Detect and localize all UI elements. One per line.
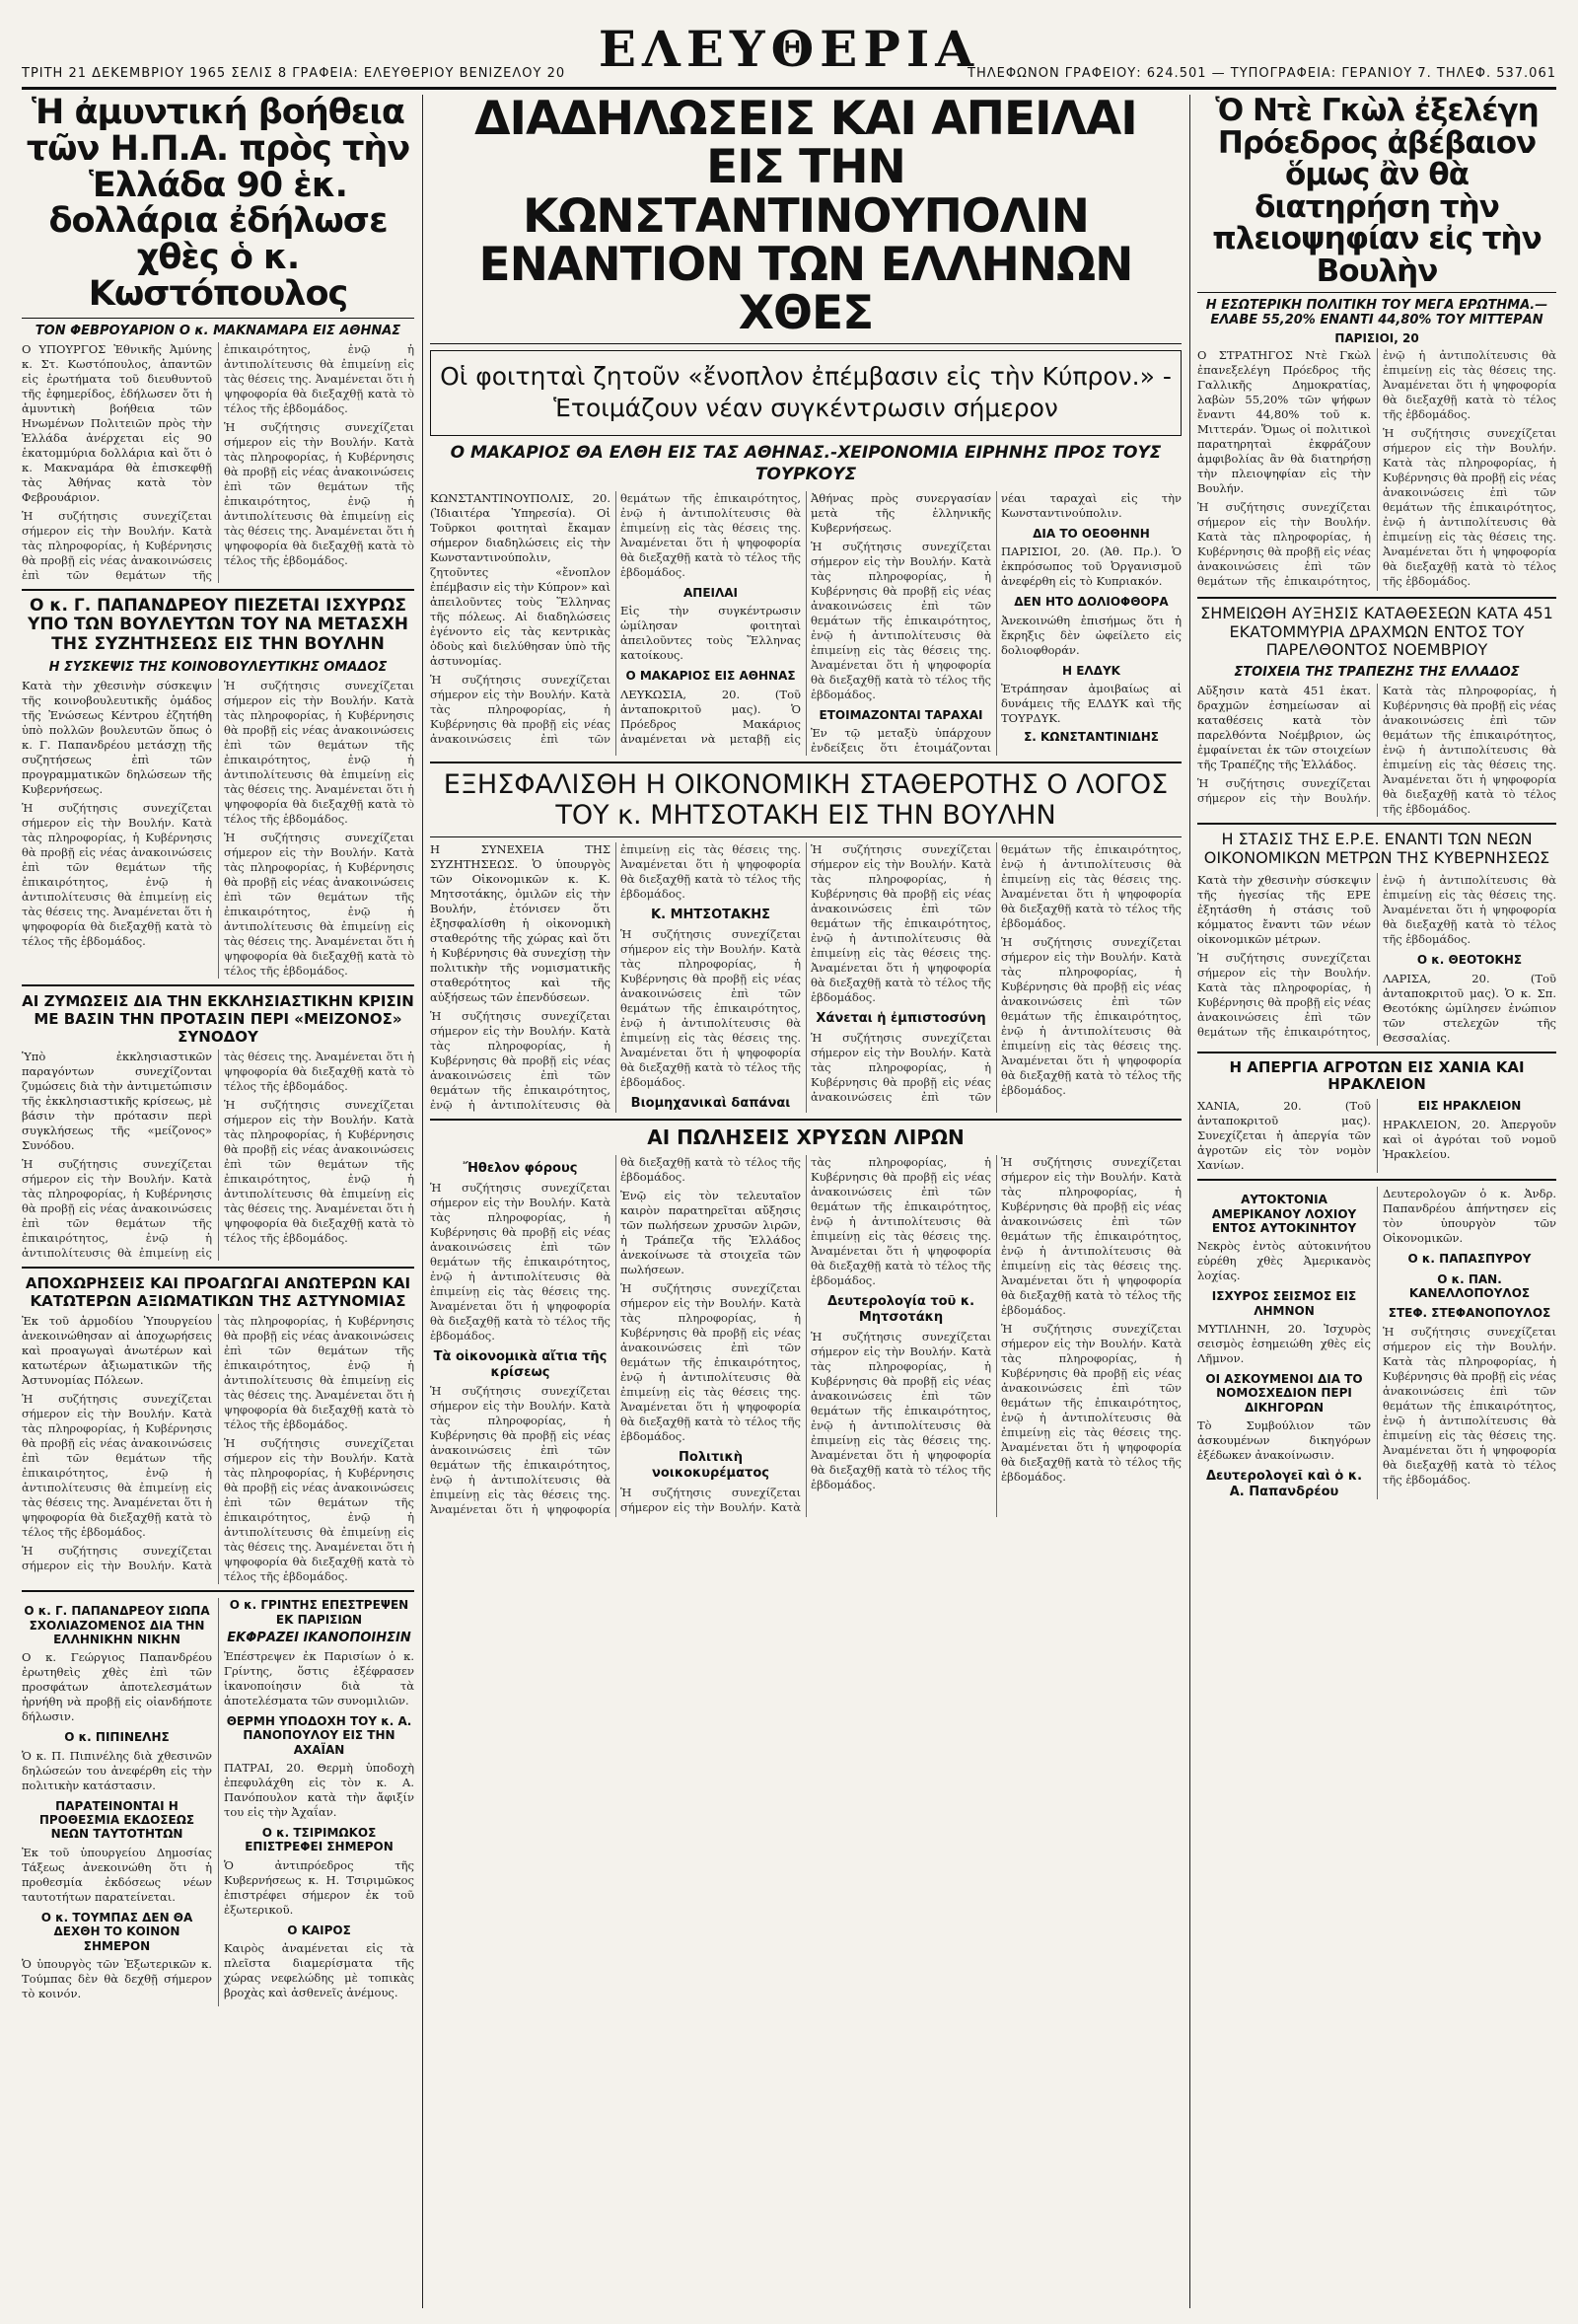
- story-body: [22, 1050, 414, 1261]
- story-body: [22, 1314, 414, 1584]
- story-headline: Δευτερολογεῖ καὶ ὁ κ. Α. Παπανδρέου: [1205, 1469, 1363, 1499]
- filler-text: Ἡ συζήτησις συνεχίζεται σήμερον εἰς τὴν Βουλήν. Κατὰ τὰς πληροφορίας, ἡ Κυβέρνησις θὰ προβῇ εἰς νέας ἀνακοινώσεις ἐπὶ τῶν θεμάτων τῆς ἐπικαιρότητος, ἐνῷ ἡ ἀντιπολίτευσις θὰ ἐπιμείνῃ εἰς τὰς θέσεις της. Ἀναμένεται ὅτι ἡ ψηφοφορία θὰ διεξαχθῇ κατὰ τὸ τέλος τῆς ἑβδομάδος.: [811, 842, 1182, 1104]
- story-headline: ΑΙ ΖΥΜΩΣΕΙΣ ΔΙΑ ΤΗΝ ΕΚΚΛΗΣΙΑΣΤΙΚΗΝ ΚΡΙΣΙΝ ΜΕ ΒΑΣΙΝ ΤΗΝ ΠΡΟΤΑΣΙΝ ΠΕΡΙ «ΜΕΙΖΟΝΟΣ» ΣΥΝΟΔΟΥ: [22, 992, 414, 1047]
- filler-text: Ἡ συζήτησις συνεχίζεται σήμερον εἰς τὴν Βουλήν. Κατὰ τὰς πληροφορίας, ἡ Κυβέρνησις θὰ προβῇ εἰς νέας ἀνακοινώσεις ἐπὶ τῶν θεμάτων τῆς ἐπικαιρότητος, ἐνῷ ἡ ἀντιπολίτευσις θὰ ἐπιμείνῃ εἰς τὰς θέσεις της. Ἀναμένεται ὅτι ἡ ψηφοφορία θὰ διεξαχθῇ κατὰ τὸ τέλος τῆς ἑβδομάδος.: [22, 1050, 414, 1261]
- brief-text: ΜΥΤΙΛΗΝΗ, 20. Ἰσχυρὸς σεισμὸς ἐσημειώθη χθὲς εἰς Λῆμνον.: [1197, 1322, 1371, 1366]
- story-body: [1197, 873, 1556, 1045]
- left-column: [22, 95, 414, 2308]
- divider: [1197, 1052, 1556, 1053]
- makarios-deck: Ο ΜΑΚΑΡΙΟΣ ΘΑ ΕΛΘΗ ΕΙΣ ΤΑΣ ΑΘΗΝΑΣ.-ΧΕΙΡΟΝΟΜΙΑ ΕΙΡΗΝΗΣ ΠΡΟΣ ΤΟΥΣ ΤΟΥΡΚΟΥΣ: [450, 442, 1162, 484]
- filler-text: Ἡ συζήτησις συνεχίζεται σήμερον εἰς τὴν Βουλήν. Κατὰ τὰς πληροφορίας, ἡ Κυβέρνησις θὰ προβῇ εἰς νέας ἀνακοινώσεις ἐπὶ τῶν θεμάτων τῆς ἐπικαιρότητος, ἐνῷ ἡ ἀντιπολίτευσις θὰ ἐπιμείνῃ εἰς τὰς θέσεις της. Ἀναμένεται ὅτι ἡ ψηφοφορία θὰ διεξαχθῇ κατὰ τὸ τέλος τῆς ἑβδομάδος.: [620, 1155, 991, 1514]
- story-text: Εἰς τὴν συγκέντρωσιν ὡμίλησαν φοιτηταὶ ἀπειλοῦντες τοὺς Ἕλληνας κατοίκους.: [620, 604, 801, 663]
- subhead: ΔΕΝ ΗΤΟ ΔΟΛΙΟΦΘΟΡΑ: [1014, 595, 1169, 610]
- lead-kicker: Η ΕΣΩΤΕΡΙΚΗ ΠΟΛΙΤΙΚΗ ΤΟΥ ΜΕΓΑ ΕΡΩΤΗΜΑ.—ΕΛΑΒΕ 55,20% ΕΝΑΝΤΙ 44,80% ΤΟΥ ΜΙΤΤΕΡΑΝ: [1205, 298, 1548, 328]
- filler-text: Ἡ συζήτησις συνεχίζεται σήμερον εἰς τὴν Βουλήν. Κατὰ τὰς πληροφορίας, ἡ Κυβέρνησις θὰ προβῇ εἰς νέας ἀνακοινώσεις ἐπὶ τῶν θεμάτων τῆς ἐπικαιρότητος, ἐνῷ ἡ ἀντιπολίτευσις θὰ ἐπιμείνῃ εἰς τὰς θέσεις της. Ἀναμένεται ὅτι ἡ ψηφοφορία θὰ διεξαχθῇ κατὰ τὸ τέλος τῆς ἑβδομάδος.: [1197, 348, 1556, 589]
- story-text: Ἀνεκοινώθη ἐπισήμως ὅτι ἡ ἔκρηξις δὲν ὠφείλετο εἰς δολιοφθοράν.: [1001, 613, 1182, 657]
- subhead: Ο κ. ΠΑΝ. ΚΑΝΕΛΛΟΠΟΥΛΟΣ: [1408, 1271, 1531, 1300]
- story-headline: Ο κ. Γ. ΠΑΠΑΝΔΡΕΟΥ ΠΙΕΖΕΤΑΙ ΙΣΧΥΡΩΣ ΥΠΟ ΤΩΝ ΒΟΥΛΕΥΤΩΝ ΤΟΥ ΝΑ ΜΕΤΑΣΧΗ ΤΗΣ ΣΥΖΗΤΗΣΕΩΣ ΕΙΣ ΤΗΝ ΒΟΥΛΗΝ: [28, 595, 408, 654]
- date-line: ΤΡΙΤΗ 21 ΔΕΚΕΜΒΡΙΟΥ 1965 ΣΕΛΙΣ 8 ΓΡΑΦΕΙΑ: ΕΛΕΥΘΕΡΙΟΥ ΒΕΝΙΖΕΛΟΥ 20: [22, 66, 566, 81]
- brief-text: Καιρὸς ἀναμένεται εἰς τὰ πλεῖστα διαμερίσματα τῆς χώρας νεφελώδης μὲ τοπικὰς βροχὰς καὶ ἀσθενεῖς ἀνέμους.: [224, 1941, 414, 2000]
- filler-text: Ἡ συζήτησις συνεχίζεται σήμερον εἰς τὴν Βουλήν. Κατὰ τὰς πληροφορίας, ἡ Κυβέρνησις θὰ προβῇ εἰς νέας ἀνακοινώσεις ἐπὶ τῶν θεμάτων τῆς ἐπικαιρότητος, ἐνῷ ἡ ἀντιπολίτευσις θὰ ἐπιμείνῃ εἰς τὰς θέσεις της. Ἀναμένεται ὅτι ἡ ψηφοφορία θὰ διεξαχθῇ κατὰ τὸ τέλος τῆς ἑβδομάδος.: [1197, 684, 1556, 817]
- story-text: Ἐν τῷ μεταξὺ ὑπάρχουν ἐνδείξεις ὅτι ἑτοιμάζονται νέαι ταραχαὶ εἰς τὴν Κωνσταντινούπολιν.: [811, 490, 1182, 756]
- brief-title: Ο κ. ΠΙΠΙΝΕΛΗΣ: [64, 1730, 170, 1745]
- subhead: ΔΙΑ ΤΟ ΟΕΟΘΗΝΗ: [1033, 526, 1150, 541]
- filler-text: Ἡ συζήτησις συνεχίζεται σήμερον εἰς τὴν Βουλήν. Κατὰ τὰς πληροφορίας, ἡ Κυβέρνησις θὰ προβῇ εἰς νέας ἀνακοινώσεις ἐπὶ τῶν θεμάτων τῆς ἐπικαιρότητος, ἐνῷ ἡ ἀντιπολίτευσις θὰ ἐπιμείνῃ εἰς τὰς θέσεις της. Ἀναμένεται ὅτι ἡ ψηφοφορία θὰ διεξαχθῇ κατὰ τὸ τέλος τῆς ἑβδομάδος.: [22, 801, 212, 949]
- story-headline: Η ΑΠΕΡΓΙΑ ΑΓΡΟΤΩΝ ΕΙΣ ΧΑΝΙΑ ΚΑΙ ΗΡΑΚΛΕΙΟΝ: [1229, 1057, 1525, 1093]
- filler-text: Ἡ συζήτησις συνεχίζεται σήμερον εἰς τὴν Βουλήν. Κατὰ τὰς πληροφορίας, ἡ Κυβέρνησις θὰ προβῇ εἰς νέας ἀνακοινώσεις ἐπὶ τῶν θεμάτων τῆς ἐπικαιρότητος, ἐνῷ ἡ ἀντιπολίτευσις θὰ ἐπιμείνῃ εἰς τὰς θέσεις της. Ἀναμένεται ὅτι ἡ ψηφοφορία θὰ διεξαχθῇ κατὰ τὸ τέλος τῆς ἑβδομάδος.: [430, 1180, 610, 1343]
- story-kicker: ΣΤΟΙΧΕΙΑ ΤΗΣ ΤΡΑΠΕΖΗΣ ΤΗΣ ΕΛΛΑΔΟΣ: [1234, 665, 1520, 681]
- filler-text: Ἡ συζήτησις συνεχίζεται σήμερον εἰς τὴν Βουλήν. Κατὰ τὰς πληροφορίας, ἡ Κυβέρνησις θὰ προβῇ εἰς νέας ἀνακοινώσεις ἐπὶ τῶν θεμάτων τῆς ἐπικαιρότητος, ἐνῷ ἡ ἀντιπολίτευσις θὰ ἐπιμείνῃ εἰς τὰς θέσεις της. Ἀναμένεται ὅτι ἡ ψηφοφορία θὰ διεξαχθῇ κατὰ τὸ τέλος τῆς ἑβδομάδος.: [430, 842, 801, 1113]
- subhead: Δευτερολογία τοῦ κ. Μητσοτάκη: [826, 1294, 975, 1325]
- story-text: ΠΑΡΙΣΙΟΙ, 20. (Ἀθ. Πρ.). Ὁ ἐκπρόσωπος τοῦ Ὀργανισμοῦ ἀνεφέρθη εἰς τὸ Κυπριακόν.: [1001, 545, 1182, 589]
- subhead: Ο κ. ΠΑΠΑΣΠΥΡΟΥ: [1407, 1252, 1532, 1267]
- brief-title: ΟΙ ΑΣΚΟΥΜΕΝΟΙ ΔΙΑ ΤΟ ΝΟΜΟΣΧΕΔΙΟΝ ΠΕΡΙ ΔΙΚΗΓΟΡΩΝ: [1205, 1372, 1363, 1415]
- boxed-briefs: [1197, 1187, 1556, 1499]
- filler-text: Ἡ συζήτησις συνεχίζεται σήμερον εἰς τὴν Βουλήν. Κατὰ τὰς πληροφορίας, ἡ Κυβέρνησις θὰ προβῇ εἰς νέας ἀνακοινώσεις ἐπὶ τῶν θεμάτων τῆς ἐπικαιρότητος, ἐνῷ ἡ ἀντιπολίτευσις θὰ ἐπιμείνῃ εἰς τὰς θέσεις της. Ἀναμένεται ὅτι ἡ ψηφοφορία θὰ διεξαχθῇ κατὰ τὸ τέλος τῆς ἑβδομάδος.: [224, 1098, 414, 1246]
- filler-text: Ἡ συζήτησις συνεχίζεται σήμερον εἰς τὴν Βουλήν. Κατὰ τὰς πληροφορίας, ἡ Κυβέρνησις θὰ προβῇ εἰς νέας ἀνακοινώσεις ἐπὶ τῶν θεμάτων τῆς ἐπικαιρότητος, ἐνῷ ἡ ἀντιπολίτευσις θὰ ἐπιμείνῃ εἰς τὰς θέσεις της. Ἀναμένεται ὅτι ἡ ψηφοφορία θὰ διεξαχθῇ κατὰ τὸ τέλος τῆς ἑβδομάδος.: [620, 1281, 801, 1444]
- subhead: Κ. ΜΗΤΣΟΤΑΚΗΣ: [651, 908, 770, 923]
- brief-title: Ο κ. ΓΡΙΝΤΗΣ ΕΠΕΣΤΡΕΨΕΝ ΕΚ ΠΑΡΙΣΙΩΝ: [229, 1598, 409, 1627]
- divider: [1197, 1179, 1556, 1181]
- byline: Σ. ΚΩΝΣΤΑΝΤΙΝΙΔΗΣ: [1024, 730, 1159, 745]
- main-deck-box: [430, 350, 1182, 436]
- subhead: Η ΕΛΔΥΚ: [1062, 663, 1120, 678]
- newspaper-title: ΕΛΕΥΘΕΡΙΑ: [598, 20, 980, 78]
- filler-text: Ἡ συζήτησις συνεχίζεται σήμερον εἰς τὴν Βουλήν. Κατὰ τὰς πληροφορίας, ἡ Κυβέρνησις θὰ προβῇ εἰς νέας ἀνακοινώσεις ἐπὶ τῶν θεμάτων τῆς ἐπικαιρότητος, ἐνῷ ἡ ἀντιπολίτευσις θὰ ἐπιμείνῃ εἰς τὰς θέσεις της. Ἀναμένεται ὅτι ἡ ψηφοφορία θὰ διεξαχθῇ κατὰ τὸ τέλος τῆς ἑβδομάδος.: [22, 1314, 414, 1573]
- lead-body: [1197, 348, 1556, 591]
- subhead: ΕΙΣ ΗΡΑΚΛΕΙΟΝ: [1417, 1099, 1522, 1114]
- divider: [22, 1267, 414, 1269]
- brief-text: ΠΑΤΡΑΙ, 20. Θερμὴ ὑποδοχὴ ἐπεφυλάχθη εἰς τὸν κ. Α. Πανόπουλον κατὰ τὴν ἄφιξίν του εἰς τὴν Ἀχαΐαν.: [224, 1761, 414, 1820]
- filler-text: Ἡ συζήτησις συνεχίζεται σήμερον εἰς τὴν Βουλήν. Κατὰ τὰς πληροφορίας, ἡ Κυβέρνησις θὰ προβῇ εἰς νέας ἀνακοινώσεις ἐπὶ τῶν θεμάτων τῆς ἐπικαιρότητος, ἐνῷ ἡ ἀντιπολίτευσις θὰ ἐπιμείνῃ εἰς τὰς θέσεις της. Ἀναμένεται ὅτι ἡ ψηφοφορία θὰ διεξαχθῇ κατὰ τὸ τέλος τῆς ἑβδομάδος.: [1001, 1322, 1182, 1485]
- story-headline: ΑΠΟΧΩΡΗΣΕΙΣ ΚΑΙ ΠΡΟΑΓΩΓΑΙ ΑΝΩΤΕΡΩΝ ΚΑΙ ΚΑΤΩΤΕΡΩΝ ΑΞΙΩΜΑΤΙΚΩΝ ΤΗΣ ΑΣΤΥΝΟΜΙΑΣ: [25, 1274, 411, 1311]
- econ-headline: ΕΞΗΣΦΑΛΙΣΘΗ Η ΟΙΚΟΝΟΜΙΚΗ ΣΤΑΘΕΡΟΤΗΣ Ο ΛΟΓΟΣ ΤΟΥ κ. ΜΗΤΣΟΤΑΚΗ ΕΙΣ ΤΗΝ ΒΟΥΛΗΝ: [443, 769, 1169, 832]
- column-divider: [1189, 95, 1190, 2308]
- story-kicker: Η ΣΥΣΚΕΨΙΣ ΤΗΣ ΚΟΙΝΟΒΟΥΛΕΥΤΙΚΗΣ ΟΜΑΔΟΣ: [48, 660, 388, 676]
- story-text: Η ΣΥΝΕΧΕΙΑ ΤΗΣ ΣΥΖΗΤΗΣΕΩΣ. Ὁ ὑπουργὸς τῶν Οἰκονομικῶν κ. Κ. Μητσοτάκης, ὁμιλῶν εἰς τὴν Βουλήν, ἐτόνισεν ὅτι ἐξησφαλίσθη ἡ οἰκονομικὴ σταθερότης τῆς χώρας καὶ ὅτι ἡ Κυβέρνησις θὰ συνεχίσῃ τὴν πολιτικὴν τῆς νομισματικῆς σταθερότητος καὶ τῆς αὐξήσεως τῶν ἐπενδύσεων.: [430, 842, 610, 1005]
- briefs: [22, 1598, 414, 2006]
- subhead: Ἤθελον φόρους: [463, 1161, 578, 1177]
- subhead: Πολιτικὴ νοικοκυρέματος: [651, 1450, 769, 1481]
- divider: [430, 1119, 1182, 1121]
- main-headline: ΔΙΑΔΗΛΩΣΕΙΣ ΚΑΙ ΑΠΕΙΛΑΙ ΕΙΣ ΤΗΝ ΚΩΝΣΤΑΝΤΙΝΟΥΠΟΛΙΝ ΕΝΑΝΤΙΟΝ ΤΩΝ ΕΛΛΗΝΩΝ ΧΘΕΣ: [474, 95, 1137, 341]
- subhead: Ο κ. ΘΕΟΤΟΚΗΣ: [1416, 953, 1523, 968]
- main-deck: Οἱ φοιτηταὶ ζητοῦν «ἔνοπλον ἐπέμβασιν εἰς τὴν Κύπρον.» - Ἑτοιμάζουν νέαν συγκέντρωσιν σήμερον: [440, 361, 1172, 423]
- filler-text: Ἡ συζήτησις συνεχίζεται σήμερον εἰς τὴν Βουλήν. Κατὰ τὰς πληροφορίας, ἡ Κυβέρνησις θὰ προβῇ εἰς νέας ἀνακοινώσεις ἐπὶ τῶν θεμάτων τῆς ἐπικαιρότητος, ἐνῷ ἡ ἀντιπολίτευσις θὰ ἐπιμείνῃ εἰς τὰς θέσεις της. Ἀναμένεται ὅτι ἡ ψηφοφορία θὰ διεξαχθῇ κατὰ τὸ τέλος τῆς ἑβδομάδος.: [1001, 1155, 1182, 1318]
- econ-story-body: [430, 842, 1182, 1113]
- brief-text: Ἐπέστρεψεν ἐκ Παρισίων ὁ κ. Γρίντης, ὅστις ἐξέφρασεν ἱκανοποίησιν διὰ τὰ ἀποτελέσματα τῶν συνομιλιῶν.: [224, 1648, 414, 1707]
- column-divider: [422, 95, 423, 2308]
- divider: [22, 318, 414, 319]
- filler-text: Ἡ συζήτησις συνεχίζεται σήμερον εἰς τὴν Βουλήν. Κατὰ τὰς πληροφορίας, ἡ Κυβέρνησις θὰ προβῇ εἰς νέας ἀνακοινώσεις ἐπὶ τῶν θεμάτων τῆς ἐπικαιρότητος, ἐνῷ ἡ ἀντιπολίτευσις θὰ ἐπιμείνῃ εἰς τὰς θέσεις της. Ἀναμένεται ὅτι ἡ ψηφοφορία θὰ διεξαχθῇ κατὰ τὸ τέλος τῆς ἑβδομάδος.: [1383, 426, 1556, 589]
- story-headline: ΣΗΜΕΙΩΘΗ ΑΥΞΗΣΙΣ ΚΑΤΑΘΕΣΕΩΝ ΚΑΤΑ 451 ΕΚΑΤΟΜΜΥΡΙΑ ΔΡΑΧΜΩΝ ΕΝΤΟΣ ΤΟΥ ΠΑΡΕΛΘΟΝΤΟΣ ΝΟΕΜΒΡΙΟΥ: [1200, 604, 1553, 660]
- subhead: Ο ΜΑΚΑΡΙΟΣ ΕΙΣ ΑΘΗΝΑΣ: [625, 669, 796, 684]
- brief-title: Ο κ. ΤΟΥΜΠΑΣ ΔΕΝ ΘΑ ΔΕΧΘΗ ΤΟ ΚΟΙΝΟΝ ΣΗΜΕΡΟΝ: [40, 1910, 193, 1953]
- divider: [22, 984, 414, 986]
- lead-headline: Ὁ Ντὲ Γκὼλ ἐξελέγη Πρόεδρος ἀβέβαιον ὅμως ἂν θὰ διατηρήση τὴν πλειοψηφίαν εἰς τὴν Βουλὴν: [1212, 95, 1542, 289]
- lead-headline: Ἡ ἀμυντική βοήθεια τῶν Η.Π.Α. πρὸς τὴν Ἑλλάδα 90 ἑκ. δολλάρια ἐδήλωσε χθὲς ὁ κ. Κωστόπουλος: [26, 95, 410, 314]
- filler-text: Ἡ συζήτησις συνεχίζεται σήμερον εἰς τὴν Βουλήν. Κατὰ τὰς πληροφορίας, ἡ Κυβέρνησις θὰ προβῇ εἰς νέας ἀνακοινώσεις ἐπὶ τῶν θεμάτων τῆς ἐπικαιρότητος, ἐνῷ ἡ ἀντιπολίτευσις θὰ ἐπιμείνῃ εἰς τὰς θέσεις της. Ἀναμένεται ὅτι ἡ ψηφοφορία θὰ διεξαχθῇ κατὰ τὸ τέλος τῆς ἑβδομάδος.: [224, 419, 414, 567]
- center-column: [430, 95, 1182, 2308]
- story-text: ΚΩΝΣΤΑΝΤΙΝΟΥΠΟΛΙΣ, 20. (Ἰδιαιτέρα Ὑπηρεσία). Οἱ Τοῦρκοι φοιτηταὶ ἔκαμαν σήμερον διαδηλώσεις εἰς τὴν Κωνσταντινούπολιν, ζητοῦντες «ἔνοπλον ἐπέμβασιν εἰς τὴν Κύπρον» καὶ ἀπειλοῦντες τοὺς Ἕλληνας τῆς πόλεως. Αἱ διαδηλώσεις ἐγένοντο εἰς τὰς κεντρικὰς ὁδοὺς καὶ διελύθησαν ὑπὸ τῆς ἀστυνομίας.: [430, 490, 611, 668]
- filler-text: Ἡ συζήτησις συνεχίζεται σήμερον εἰς τὴν Βουλήν. Κατὰ τὰς πληροφορίας, ἡ Κυβέρνησις θὰ προβῇ εἰς νέας ἀνακοινώσεις ἐπὶ τῶν θεμάτων τῆς ἐπικαιρότητος, ἐνῷ ἡ ἀντιπολίτευσις θὰ ἐπιμείνῃ εἰς τὰς θέσεις της. Ἀναμένεται ὅτι ἡ ψηφοφορία θὰ διεξαχθῇ κατὰ τὸ τέλος τῆς ἑβδομάδος.: [811, 842, 991, 1005]
- story-text: Ἐνῷ εἰς τὸν τελευταῖον καιρὸν παρατηρεῖται αὔξησις τῶν πωλήσεων χρυσῶν λιρῶν, ἡ Τράπεζα τῆς Ἑλλάδος ἀνεκοίνωσε τὰ στοιχεῖα τῶν πωλήσεων.: [620, 1189, 801, 1277]
- phone-line: ΤΗΛΕΦΩΝΟΝ ΓΡΑΦΕΙΟΥ: 624.501 — ΤΥΠΟΓΡΑΦΕΙΑ: ΓΕΡΑΝΙΟΥ 7. ΤΗΛΕΦ. 537.061: [968, 66, 1556, 81]
- story-text: ΗΡΑΚΛΕΙΟΝ, 20. Ἀπεργοῦν καὶ οἱ ἀγρόται τοῦ νομοῦ Ἡρακλείου.: [1383, 1117, 1556, 1161]
- filler-text: Ἡ συζήτησις συνεχίζεται σήμερον εἰς τὴν Βουλήν. Κατὰ τὰς πληροφορίας, ἡ Κυβέρνησις θὰ προβῇ εἰς νέας ἀνακοινώσεις ἐπὶ τῶν θεμάτων τῆς ἐπικαιρότητος, ἐνῷ ἡ ἀντιπολίτευσις θὰ ἐπιμείνῃ εἰς τὰς θέσεις της. Ἀναμένεται ὅτι ἡ ψηφοφορία θὰ διεξαχθῇ κατὰ τὸ τέλος τῆς ἑβδομάδος.: [22, 341, 414, 582]
- page-grid: [22, 95, 1556, 2308]
- brief-text: Ὁ κ. Π. Πιπινέλης διὰ χθεσινῶν δηλώσεών του ἀνεφέρθη εἰς τὴν πολιτικὴν κατάστασιν.: [22, 1748, 212, 1792]
- divider: [1197, 823, 1556, 825]
- story-text: Ἐτράπησαν ἀμοιβαίως αἱ δυνάμεις τῆς ΕΛΔΥΚ καὶ τῆς ΤΟΥΡΔΥΚ.: [1001, 682, 1182, 726]
- subhead: Βιομηχανικαὶ δαπάναι: [630, 1095, 791, 1111]
- brief-text: Ὁ ὑπουργὸς τῶν Ἐξωτερικῶν κ. Τούμπας δὲν θὰ δεχθῇ σήμερον τὸ κοινόν.: [22, 1957, 212, 2001]
- story-text: Δευτερολογῶν ὁ κ. Ἀνδρ. Παπανδρέου ἀπήντησεν εἰς τὸν ὑπουργὸν τῶν Οἰκονομικῶν.: [1383, 1187, 1556, 1246]
- subhead: ΑΠΕΙΛΑΙ: [682, 585, 739, 600]
- story-body: [22, 679, 414, 979]
- masthead: [22, 18, 1556, 90]
- brief-text: Τὸ Συμβούλιον τῶν ἀσκουμένων δικηγόρων ἐξέδωκεν ἀνακοίνωσιν.: [1197, 1418, 1371, 1463]
- filler-text: Ἡ συζήτησις συνεχίζεται σήμερον εἰς τὴν Βουλήν. Κατὰ τὰς πληροφορίας, ἡ Κυβέρνησις θὰ προβῇ εἰς νέας ἀνακοινώσεις ἐπὶ τῶν θεμάτων τῆς ἐπικαιρότητος, ἐνῷ ἡ ἀντιπολίτευσις θὰ ἐπιμείνῃ εἰς τὰς θέσεις της. Ἀναμένεται ὅτι ἡ ψηφοφορία θὰ διεξαχθῇ κατὰ τὸ τέλος τῆς ἑβδομάδος.: [620, 926, 801, 1089]
- story-body: [1197, 684, 1556, 817]
- right-column: [1197, 95, 1556, 2308]
- lead-text: Ο ΥΠΟΥΡΓΟΣ Ἐθνικῆς Ἀμύνης κ. Στ. Κωστόπουλος, ἀπαντῶν εἰς ἐρωτήματα τοῦ διευθυντοῦ τῆς ἐφημερίδος, ἐδήλωσεν ὅτι ἡ ἀμυντικὴ βοήθεια τῶν Ηνωμένων Πολιτειῶν πρὸς τὴν Ἑλλάδα ἀνέρχεται εἰς 90 ἑκατομμύρια δολλάρια καὶ ὅτι ὁ κ. Μακναμάρα θὰ ἐπισκεφθῇ τὰς Ἀθήνας κατὰ τὸν Φεβρουάριον.: [22, 341, 212, 504]
- divider: [1197, 292, 1556, 293]
- story-text: ΧΑΝΙΑ, 20. (Τοῦ ἀνταποκριτοῦ μας). Συνεχίζεται ἡ ἀπεργία τῶν ἀγροτῶν εἰς τὸν νομὸν Χανίων.: [1197, 1099, 1371, 1173]
- brief-title: ΠΑΡΑΤΕΙΝΟΝΤΑΙ Η ΠΡΟΘΕΣΜΙΑ ΕΚΔΟΣΕΩΣ ΝΕΩΝ ΤΑΥΤΟΤΗΤΩΝ: [38, 1798, 195, 1842]
- story-text: ΛΕΥΚΩΣΙΑ, 20. (Τοῦ ἀνταποκριτοῦ μας). Ὁ Πρόεδρος Μακάριος ἀναμένεται νὰ μεταβῇ εἰς Ἀθήνας πρὸς συνεργασίαν μετὰ τῆς ἑλληνικῆς Κυβερνήσεως.: [620, 490, 991, 746]
- story-headline: Η ΣΤΑΣΙΣ ΤΗΣ Ε.Ρ.Ε. ΕΝΑΝΤΙ ΤΩΝ ΝΕΩΝ ΟΙΚΟΝΟΜΙΚΩΝ ΜΕΤΡΩΝ ΤΗΣ ΚΥΒΕΡΝΗΣΕΩΣ: [1203, 830, 1550, 867]
- main-story-body: [430, 491, 1182, 756]
- brief-text: Νεκρὸς ἐντὸς αὐτοκινήτου εὑρέθη χθὲς Ἀμερικανὸς λοχίας.: [1197, 1239, 1371, 1283]
- brief-kicker: ΕΚΦΡΑΖΕΙ ΙΚΑΝΟΠΟΙΗΣΙΝ: [227, 1630, 411, 1645]
- subhead: ΣΤΕΦ. ΣΤΕΦΑΝΟΠΟΥΛΟΣ: [1388, 1306, 1551, 1321]
- lead-kicker: ΤΟΝ ΦΕΒΡΟΥΑΡΙΟΝ Ο κ. ΜΑΚΝΑΜΑΡΑ ΕΙΣ ΑΘΗΝΑΣ: [35, 323, 401, 338]
- story-text: ΛΑΡΙΣΑ, 20. (Τοῦ ἀνταποκριτοῦ μας). Ὁ κ. Σπ. Θεοτόκης ὡμίλησεν ἐνώπιον τῶν στελεχῶν τῆς Θεσσαλίας.: [1383, 971, 1556, 1045]
- filler-text: Ἡ συζήτησις συνεχίζεται σήμερον εἰς τὴν Βουλήν. Κατὰ τὰς πληροφορίας, ἡ Κυβέρνησις θὰ προβῇ εἰς νέας ἀνακοινώσεις ἐπὶ τῶν θεμάτων τῆς ἐπικαιρότητος, ἐνῷ ἡ ἀντιπολίτευσις θὰ ἐπιμείνῃ εἰς τὰς θέσεις της. Ἀναμένεται ὅτι ἡ ψηφοφορία θὰ διεξαχθῇ κατὰ τὸ τέλος τῆς ἑβδομάδος.: [224, 1436, 414, 1584]
- filler-text: Ἡ συζήτησις συνεχίζεται σήμερον εἰς τὴν Βουλήν. Κατὰ τὰς πληροφορίας, ἡ Κυβέρνησις θὰ προβῇ εἰς νέας ἀνακοινώσεις ἐπὶ τῶν θεμάτων τῆς ἐπικαιρότητος, ἐνῷ ἡ ἀντιπολίτευσις θὰ ἐπιμείνῃ εἰς τὰς θέσεις της. Ἀναμένεται ὅτι ἡ ψηφοφορία θὰ διεξαχθῇ κατὰ τὸ τέλος τῆς ἑβδομάδος.: [811, 1329, 991, 1491]
- divider: [22, 1590, 414, 1592]
- filler-text: Ἡ συζήτησις συνεχίζεται σήμερον εἰς τὴν Βουλήν. Κατὰ τὰς πληροφορίας, ἡ Κυβέρνησις θὰ προβῇ εἰς νέας ἀνακοινώσεις ἐπὶ τῶν θεμάτων τῆς ἐπικαιρότητος, ἐνῷ ἡ ἀντιπολίτευσις θὰ ἐπιμείνῃ εἰς τὰς θέσεις της. Ἀναμένεται ὅτι ἡ ψηφοφορία θὰ διεξαχθῇ κατὰ τὸ τέλος τῆς ἑβδομάδος.: [224, 679, 414, 827]
- gold-story-body: [430, 1155, 1182, 1517]
- brief-title: ΙΣΧΥΡΟΣ ΣΕΙΣΜΟΣ ΕΙΣ ΛΗΜΝΟΝ: [1211, 1289, 1357, 1318]
- lead-body: [22, 342, 414, 583]
- filler-text: Ἡ συζήτησις συνεχίζεται σήμερον εἰς τὴν Βουλήν. Κατὰ τὰς πληροφορίας, ἡ Κυβέρνησις θὰ προβῇ εἰς νέας ἀνακοινώσεις ἐπὶ τῶν θεμάτων τῆς ἐπικαιρότητος, ἐνῷ ἡ ἀντιπολίτευσις θὰ ἐπιμείνῃ εἰς τὰς θέσεις της. Ἀναμένεται ὅτι ἡ ψηφοφορία θὰ διεξαχθῇ κατὰ τὸ τέλος τῆς ἑβδομάδος.: [811, 539, 991, 701]
- filler-text: Ἡ συζήτησις συνεχίζεται σήμερον εἰς τὴν Βουλήν. Κατὰ τὰς πληροφορίας, ἡ Κυβέρνησις θὰ προβῇ εἰς νέας ἀνακοινώσεις ἐπὶ τῶν θεμάτων τῆς ἐπικαιρότητος, ἐνῷ ἡ ἀντιπολίτευσις θὰ ἐπιμείνῃ εἰς τὰς θέσεις της. Ἀναμένεται ὅτι ἡ ψηφοφορία θὰ διεξαχθῇ κατὰ τὸ τέλος τῆς ἑβδομάδος.: [22, 1392, 212, 1540]
- dateline: ΠΑΡΙΣΙΟΙ, 20: [1334, 331, 1419, 346]
- divider: [1197, 597, 1556, 599]
- story-text: Αὔξησιν κατὰ 451 ἑκατ. δραχμῶν ἐσημείωσαν αἱ καταθέσεις κατὰ τὸν παρελθόντα Νοέμβριον, ὡς ἐμφαίνεται ἐκ τῶν στοιχείων τῆς Τραπέζης τῆς Ἑλλάδος.: [1197, 684, 1371, 772]
- story-text: Κατὰ τὴν χθεσινὴν σύσκεψιν τῆς ἡγεσίας τῆς ΕΡΕ ἐξητάσθη ἡ στάσις τοῦ κόμματος ἔναντι τῶν νέων οἰκονομικῶν μέτρων.: [1197, 873, 1371, 947]
- filler-text: Ἡ συζήτησις συνεχίζεται σήμερον εἰς τὴν Βουλήν. Κατὰ τὰς πληροφορίας, ἡ Κυβέρνησις θὰ προβῇ εἰς νέας ἀνακοινώσεις ἐπὶ τῶν θεμάτων τῆς ἐπικαιρότητος, ἐνῷ ἡ ἀντιπολίτευσις θὰ ἐπιμείνῃ εἰς τὰς θέσεις της. Ἀναμένεται ὅτι ἡ ψηφοφορία θὰ διεξαχθῇ κατὰ τὸ τέλος τῆς ἑβδομάδος.: [430, 1155, 801, 1517]
- filler-text: Ἡ συζήτησις συνεχίζεται σήμερον εἰς τὴν Βουλήν. Κατὰ τὰς πληροφορίας, ἡ Κυβέρνησις θὰ προβῇ εἰς νέας ἀνακοινώσεις ἐπὶ τῶν θεμάτων τῆς ἐπικαιρότητος, ἐνῷ ἡ ἀντιπολίτευσις θὰ ἐπιμείνῃ εἰς τὰς θέσεις της. Ἀναμένεται ὅτι ἡ ψηφοφορία θὰ διεξαχθῇ κατὰ τὸ τέλος τῆς ἑβδομάδος.: [1197, 873, 1556, 1040]
- filler-text: Ἡ συζήτησις συνεχίζεται σήμερον εἰς τὴν Βουλήν. Κατὰ τὰς πληροφορίας, ἡ Κυβέρνησις θὰ προβῇ εἰς νέας ἀνακοινώσεις ἐπὶ τῶν θεμάτων τῆς ἐπικαιρότητος, ἐνῷ ἡ ἀντιπολίτευσις θὰ ἐπιμείνῃ εἰς τὰς θέσεις της. Ἀναμένεται ὅτι ἡ ψηφοφορία θὰ διεξαχθῇ κατὰ τὸ τέλος τῆς ἑβδομάδος.: [1383, 1324, 1556, 1487]
- brief-title: ΘΕΡΜΗ ΥΠΟΔΟΧΗ ΤΟΥ κ. Α. ΠΑΝΟΠΟΥΛΟΥ ΕΙΣ ΤΗΝ ΑΧΑΪΑΝ: [226, 1713, 412, 1757]
- brief-text: Ο κ. Γεώργιος Παπανδρέου ἐρωτηθεὶς χθὲς ἐπὶ τῶν προσφάτων ἀποτελεσμάτων ἠρνήθη νὰ προβῇ εἰς οἱανδήποτε δήλωσιν.: [22, 1650, 212, 1724]
- brief-text: Ὁ ἀντιπρόεδρος τῆς Κυβερνήσεως κ. Η. Τσιριμῶκος ἐπιστρέφει σήμερον ἐκ τοῦ ἐξωτερικοῦ.: [224, 1857, 414, 1917]
- story-text: Ὑπὸ ἐκκλησιαστικῶν παραγόντων συνεχίζονται ζυμώσεις διὰ τὴν ἀντιμετώπισιν τῆς ἐκκλησιαστικῆς κρίσεως, μὲ βάσιν τὴν πρότασιν περὶ συγκλήσεως τῆς «μείζονος» Συνόδου.: [22, 1050, 212, 1153]
- filler-text: Ἡ συζήτησις συνεχίζεται σήμερον εἰς τὴν Βουλήν. Κατὰ τὰς πληροφορίας, ἡ Κυβέρνησις θὰ προβῇ εἰς νέας ἀνακοινώσεις ἐπὶ τῶν θεμάτων τῆς ἐπικαιρότητος, ἐνῷ ἡ ἀντιπολίτευσις θὰ ἐπιμείνῃ εἰς τὰς θέσεις της. Ἀναμένεται ὅτι ἡ ψηφοφορία θὰ διεξαχθῇ κατὰ τὸ τέλος τῆς ἑβδομάδος.: [1001, 935, 1182, 1098]
- filler-text: Ἡ συζήτησις συνεχίζεται σήμερον εἰς τὴν Βουλήν. Κατὰ τὰς πληροφορίας, ἡ Κυβέρνησις θὰ προβῇ εἰς νέας ἀνακοινώσεις ἐπὶ τῶν θεμάτων τῆς ἐπικαιρότητος, ἐνῷ ἡ ἀντιπολίτευσις θὰ ἐπιμείνῃ εἰς τὰς θέσεις της. Ἀναμένεται ὅτι ἡ ψηφοφορία θὰ διεξαχθῇ κατὰ τὸ τέλος τῆς ἑβδομάδος.: [224, 831, 414, 979]
- divider: [22, 589, 414, 591]
- filler-text: Ἡ συζήτησις συνεχίζεται σήμερον εἰς τὴν Βουλήν. Κατὰ τὰς πληροφορίας, ἡ Κυβέρνησις θὰ προβῇ εἰς νέας ἀνακοινώσεις ἐπὶ τῶν θεμάτων τῆς ἐπικαιρότητος, ἐνῷ ἡ ἀντιπολίτευσις θὰ ἐπιμείνῃ εἰς τὰς θέσεις της. Ἀναμένεται ὅτι ἡ ψηφοφορία θὰ διεξαχθῇ κατὰ τὸ τέλος τῆς ἑβδομάδος.: [430, 490, 801, 746]
- lead-text: Ο ΣΤΡΑΤΗΓΟΣ Ντὲ Γκὼλ ἐπανεξελέγη Πρόεδρος τῆς Γαλλικῆς Δημοκρατίας, λαβὼν 55,20% τῶν ψήφων ἔναντι 44,80% τοῦ κ. Μιττεράν. Ὅμως οἱ πολιτικοὶ παρατηρηταὶ ἐκφράζουν ἀμφιβολίας ἂν θὰ διατηρήσῃ τὴν πλειοψηφίαν εἰς τὴν Βουλήν.: [1197, 348, 1371, 496]
- brief-text: Ἐκ τοῦ ὑπουργείου Δημοσίας Τάξεως ἀνεκοινώθη ὅτι ἡ προθεσμία ἐκδόσεως νέων ταυτοτήτων παρατείνεται.: [22, 1845, 212, 1904]
- gold-headline: ΑΙ ΠΩΛΗΣΕΙΣ ΧΡΥΣΩΝ ΛΙΡΩΝ: [647, 1126, 965, 1150]
- story-text: Ἐκ τοῦ ἁρμοδίου Ὑπουργείου ἀνεκοινώθησαν αἱ ἀποχωρήσεις καὶ προαγωγαὶ ἀνωτέρων καὶ κατωτέρων ἀξιωματικῶν τῆς Ἀστυνομίας Πόλεων.: [22, 1314, 212, 1388]
- divider: [430, 343, 1182, 344]
- brief-title: Ο ΚΑΙΡΟΣ: [287, 1923, 351, 1937]
- subhead: Τὰ οἰκονομικὰ αἴτια τῆς κρίσεως: [433, 1348, 608, 1380]
- brief-title: Ο κ. ΤΣΙΡΙΜΩΚΟΣ ΕΠΙΣΤΡΕΦΕΙ ΣΗΜΕΡΟΝ: [245, 1826, 394, 1854]
- divider: [430, 836, 1182, 837]
- story-body: [1197, 1099, 1556, 1173]
- brief-title: Ο κ. Γ. ΠΑΠΑΝΔΡΕΟΥ ΣΙΩΠΑ ΣΧΟΛΙΑΖΟΜΕΝΟΣ ΔΙΑ ΤΗΝ ΕΛΛΗΝΙΚΗΝ ΝΙΚΗΝ: [24, 1604, 210, 1646]
- story-text: Κατὰ τὴν χθεσινὴν σύσκεψιν τῆς κοινοβουλευτικῆς ὁμάδος τῆς Ἐνώσεως Κέντρου ἐζητήθη ὑπὸ πολλῶν βουλευτῶν ὅπως ὁ κ. Γ. Παπανδρέου μετάσχῃ τῆς συζητήσεως ἐπὶ τῶν προγραμματικῶν δηλώσεων τῆς Κυβερνήσεως.: [22, 679, 212, 797]
- subhead: Χάνεται ἡ ἐμπιστοσύνη: [816, 1011, 986, 1027]
- subhead: ΕΤΟΙΜΑΖΟΝΤΑΙ ΤΑΡΑΧΑΙ: [819, 707, 983, 722]
- divider: [430, 762, 1182, 763]
- brief-title: ΑΥΤΟΚΤΟΝΙΑ ΑΜΕΡΙΚΑΝΟΥ ΛΟΧΙΟΥ ΕΝΤΟΣ ΑΥΤΟΚΙΝΗΤΟΥ: [1211, 1193, 1357, 1235]
